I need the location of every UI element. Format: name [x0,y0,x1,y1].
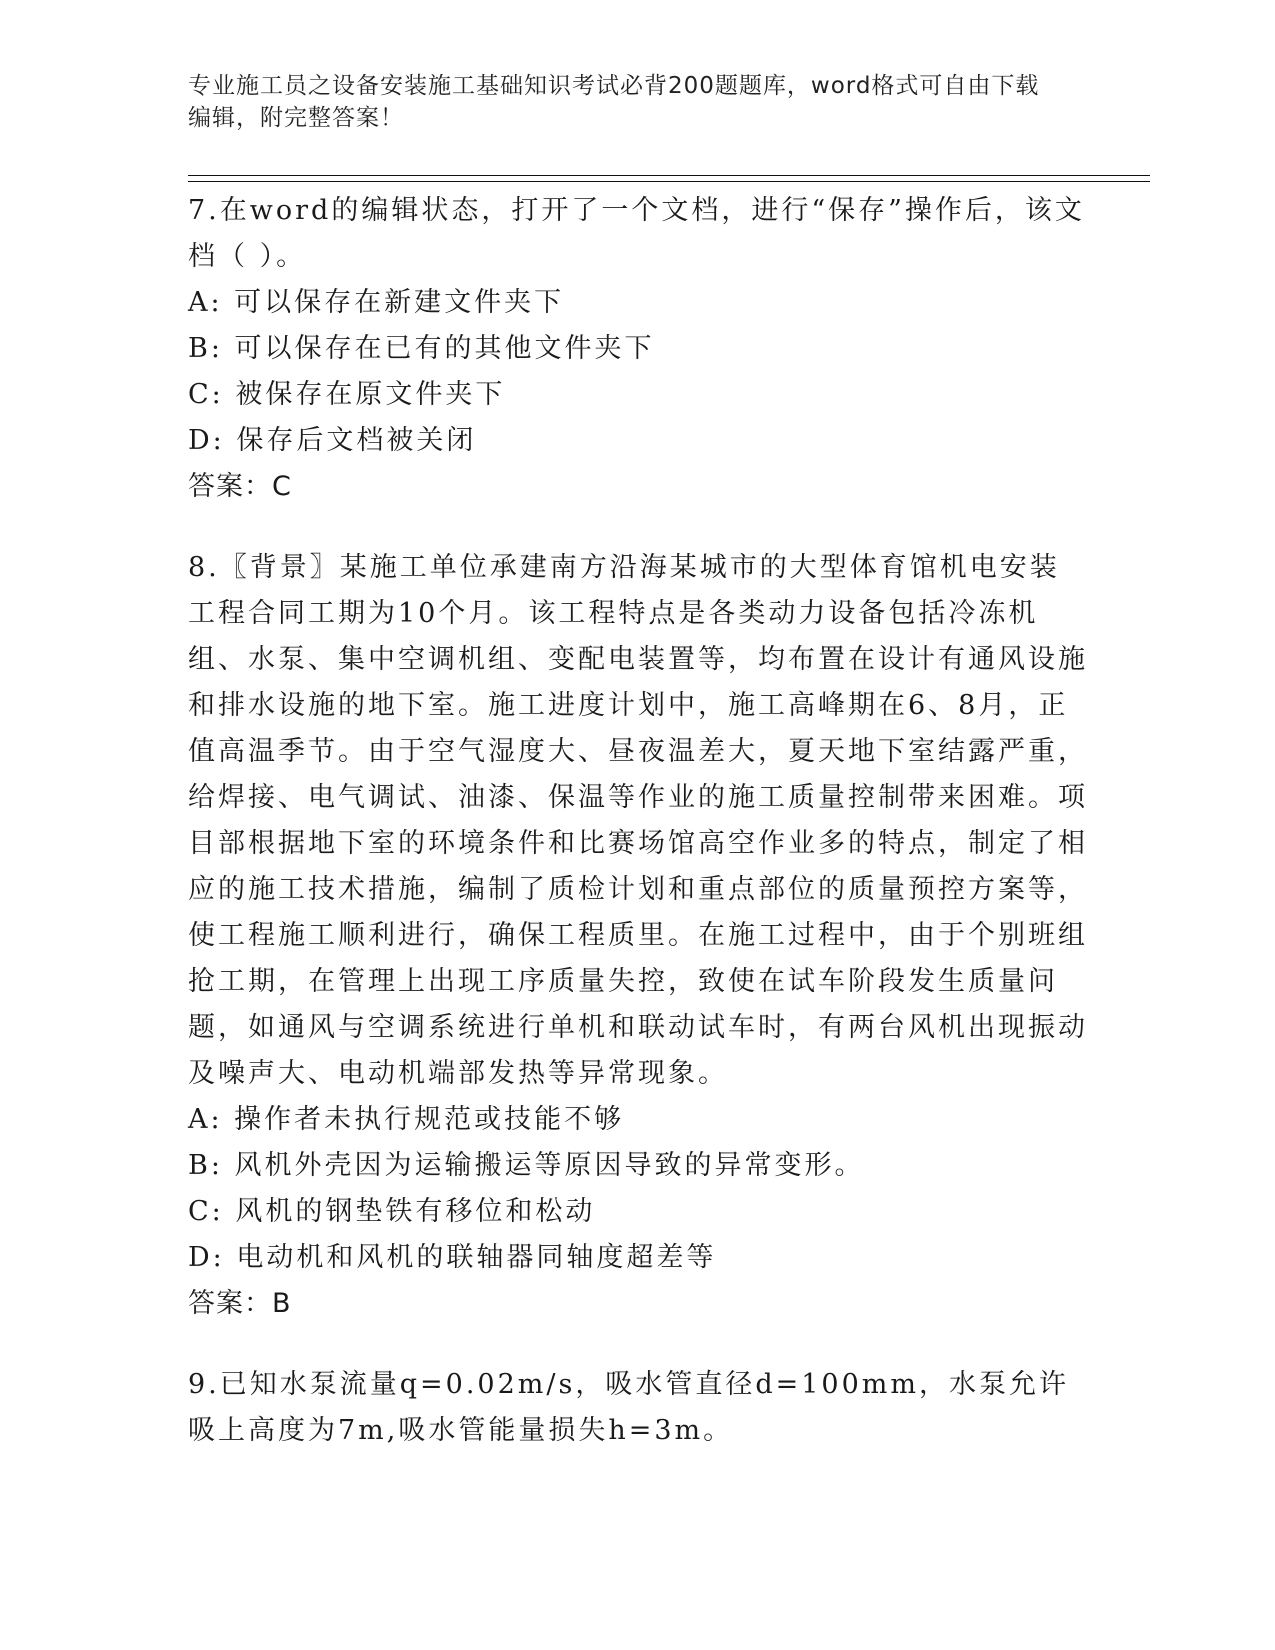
answer: 答案：B [188,1288,292,1319]
question-stem: 9.已知水泵流量q=0.02m/s，吸水管直径d=100mm，水泵允许吸上高度为7m,吸水管能量损失h=3m。 [188,1369,1069,1446]
question-9 [188,1362,1088,1454]
header-rule-bottom [188,181,1150,182]
question-stem: 8.〖背景〗某施工单位承建南方沿海某城市的大型体育馆机电安装工程合同工期为10个月。该工程特点是各类动力设备包括冷冻机组、水泵、集中空调机组、变配电装置等，均布置在设计有通风设施和排水设施的地下室。施工进度计划中，施工高峰期在6、8月，正值高温季节。由于空气湿度大、昼夜温差大，夏天地下室结露严重，给焊接、电气调试、油漆、保温等作业的施工质量控制带来困难。项目部根据地下室的环境条件和比赛场馆高空作业多的特点，制定了相应的施工技术措施，编制了质检计划和重点部位的质量预控方案等，使工程施工顺利进行，确保工程质里。在施工过程中，由于个别班组抢工期，在管理上出现工序质量失控，致使在试车阶段发生质量问题，如通风与空调系统进行单机和联动试车时，有两台风机出现振动及噪声大、电动机端部发热等异常现象。 [188,552,1088,1089]
document-body [188,188,1088,1489]
document-header [188,70,1068,134]
option-a: A: 可以保存在新建文件夹下 [188,287,565,318]
question-8 [188,545,1088,1327]
header-line-1: 专业施工员之设备安装施工基础知识考试必背200题题库，word格式可自由下载 [188,73,1040,99]
option-d: D: 电动机和风机的联轴器同轴度超差等 [188,1242,717,1273]
header-line-2: 编辑，附完整答案！ [188,105,404,131]
option-b: B: 可以保存在已有的其他文件夹下 [188,333,655,364]
answer: 答案：C [188,471,292,502]
question-7 [188,188,1088,510]
option-c: C: 被保存在原文件夹下 [188,379,506,410]
option-b: B: 风机外壳因为运输搬运等原因导致的异常变形。 [188,1150,865,1181]
option-a: A: 操作者未执行规范或技能不够 [188,1104,625,1135]
question-stem: 7.在word的编辑状态，打开了一个文档，进行“保存”操作后，该文档（ ）。 [188,195,1085,272]
header-rule-top [188,175,1150,176]
option-c: C: 风机的钢垫铁有移位和松动 [188,1196,596,1227]
option-d: D: 保存后文档被关闭 [188,425,477,456]
